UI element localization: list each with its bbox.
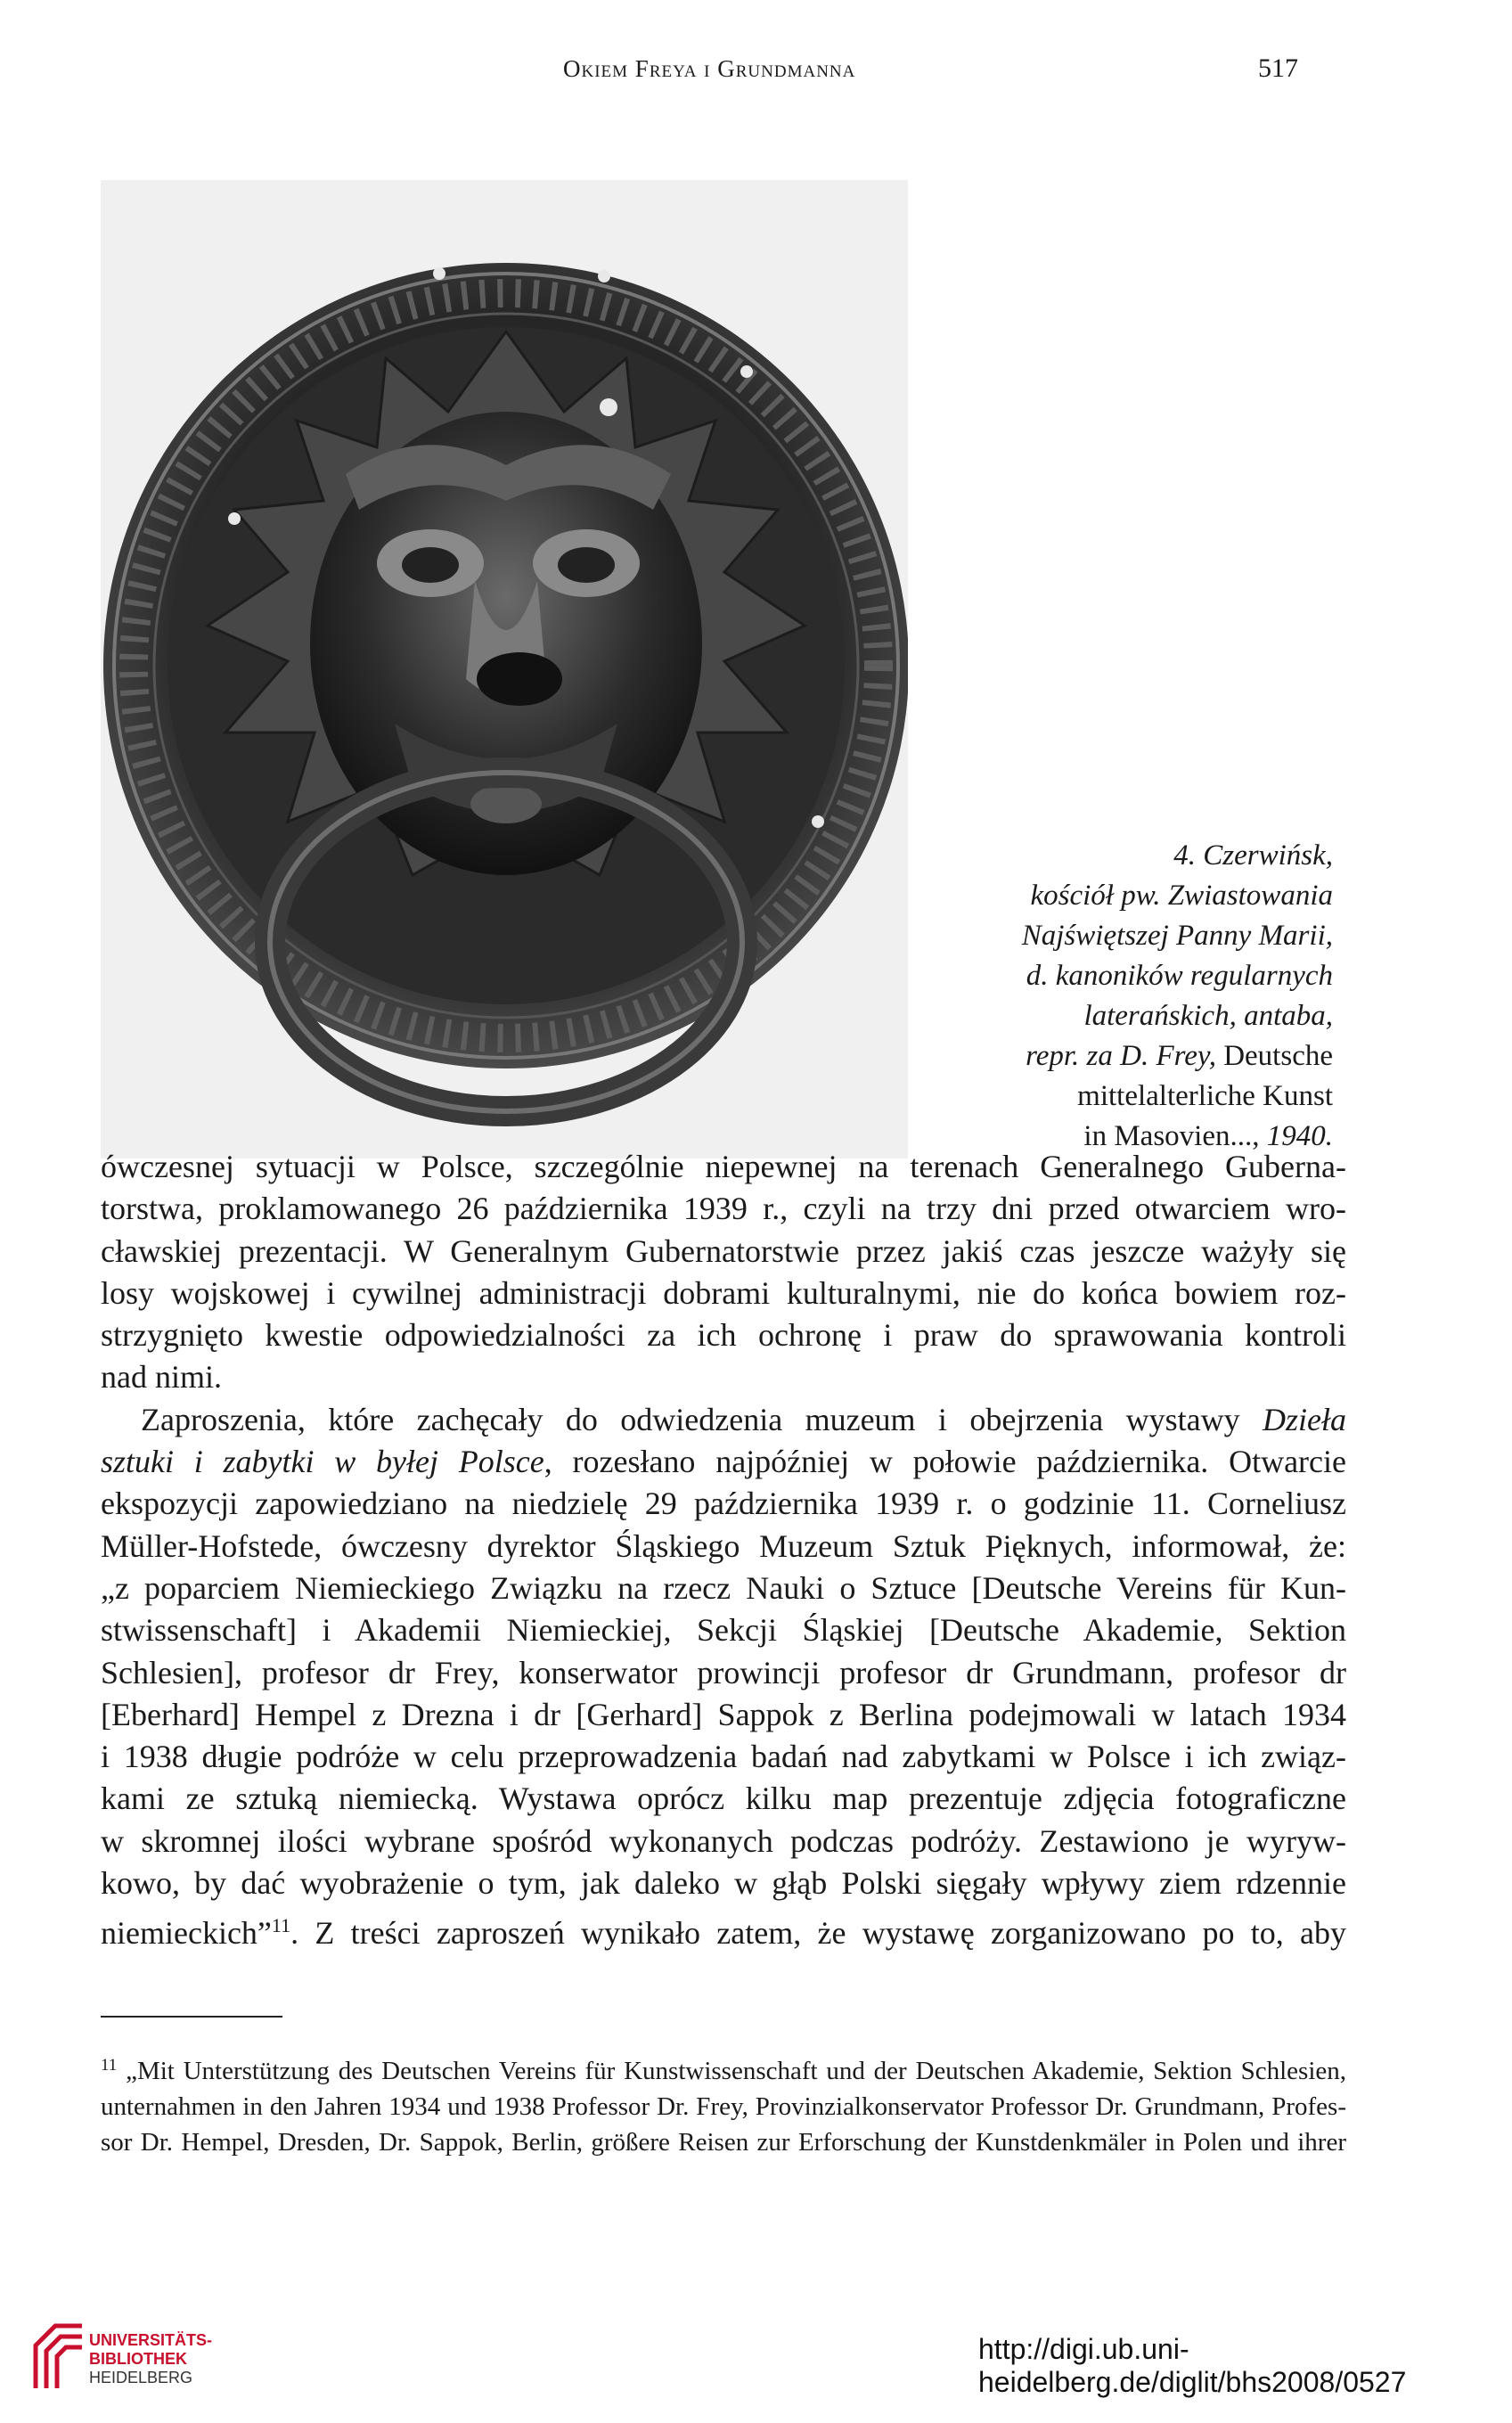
caption-line: d. kanoników regularnych [1026, 960, 1333, 992]
caption-year: 1940. [1266, 1120, 1333, 1152]
paragraph-2 [101, 1399, 1346, 1955]
text-line: strzygnięto kwestie odpowiedzialności za ich ochronę i praw do sprawowania kontroli [101, 1317, 1346, 1354]
caption-line: laterańskich, antaba, [1083, 1000, 1333, 1032]
page-number: 517 [1258, 53, 1298, 83]
text-run: . Z treści zaproszeń wynikało zatem, że wystawę zorganizowano po to, aby [290, 1915, 1346, 1952]
text-line: w skromnej ilości wybrane spośród wykonanych podczas podróży. Zestawiono je wyryw- [101, 1822, 1346, 1859]
text-line: i 1938 długie podróże w celu przeprowadzenia badań nad zabytkami w Polsce i ich związ- [101, 1739, 1346, 1775]
text-line: torstwa, proklamowanego 26 października 1939 r., czyli na trzy dni przed otwarciem wro- [101, 1191, 1346, 1227]
library-logo-icon [29, 2319, 87, 2390]
door-knocker-illustration [101, 180, 908, 1158]
caption-book-title: Deutsche [1223, 1040, 1333, 1072]
footnote-number: 11 [101, 2056, 118, 2075]
exhibition-title-cont: sztuki i zabytki w byłej Polsce [101, 1444, 544, 1480]
footnote-line: sor Dr. Hempel, Dresden, Dr. Sappok, Berlin, größere Reisen zur Erforschung der Kunstdenkmäler in Polen und ihrer [101, 2128, 1346, 2157]
exhibition-title: Dzieła [1263, 1401, 1346, 1437]
source-url-link[interactable]: http://digi.ub.uni-heidelberg.de/diglit/bhs2008/0527 [978, 2333, 1407, 2398]
text-run: niemieckich” [101, 1915, 272, 1952]
text-line [101, 1399, 1346, 1441]
running-header-title: Okiem Freya i Grundmanna [563, 55, 856, 82]
caption-line: mittelalterliche Kunst [1077, 1080, 1333, 1112]
text-line: Müller-Hofstede, ówczesny dyrektor Śląskiego Muzeum Sztuk Pięknych, informował, że: [101, 1527, 1346, 1564]
paragraph-1 [101, 1146, 1346, 1399]
library-name [89, 2331, 212, 2387]
text-line: ekspozycji zapowiedziano na niedzielę 29 października 1939 r. o godzinie 11. Corneliusz [101, 1486, 1346, 1522]
footnote-divider [101, 2016, 282, 2018]
caption-line: kościół pw. Zwiastowania [1030, 880, 1333, 912]
text-line: kami ze sztuką niemiecką. Wystawa oprócz kilku map prezentuje zdjęcia fotograficzne [101, 1780, 1346, 1817]
text-run: Zaproszenia, które zachęcały do odwiedzenia muzeum i obejrzenia wystawy [141, 1401, 1240, 1437]
library-name-line: BIBLIOTHEK [89, 2350, 187, 2368]
text-line: losy wojskowej i cywilnej administracji dobrami kulturalnymi, nie do końca bowiem roz- [101, 1274, 1346, 1311]
text-line: cławskiej prezentacji. W Generalnym Gubernatorstwie przez jakiś czas jeszcze ważyły się [101, 1232, 1346, 1269]
body-text [101, 1146, 1346, 1955]
footnote-11 [101, 2048, 1346, 2160]
library-name-line: UNIVERSITÄTS- [89, 2331, 213, 2349]
caption-book-title-end: in Masovien..., [1083, 1120, 1260, 1152]
caption-line [927, 1036, 1333, 1076]
text-line: Schlesien], profesor dr Frey, konserwator prowincji profesor dr Grundmann, profesor dr [101, 1654, 1346, 1690]
door-knocker-photo [101, 180, 908, 1158]
caption-source: repr. za D. Frey, [1026, 1040, 1216, 1072]
text-line [101, 1441, 1346, 1483]
caption-line: Najświętszej Panny Marii, [1021, 920, 1333, 952]
text-run: , rozesłano najpóźniej w połowie października. Otwarcie [544, 1444, 1346, 1480]
text-line: nad nimi. [101, 1359, 222, 1396]
text-line: kowo, by dać wyobrażenie o tym, jak daleko w głąb Polski sięgały wpływy ziem rdzennie [101, 1865, 1346, 1902]
footnote-reference[interactable]: 11 [271, 1914, 291, 1937]
footnote-line [101, 2048, 1346, 2089]
library-name-line: HEIDELBERG [89, 2369, 193, 2386]
caption-line: 4. Czerwińsk, [1173, 839, 1333, 872]
footnote-text: „Mit Unterstützung des Deutschen Vereins für Kunstwissenschaft und der Deutschen Akademie, Sektion Schlesien, [117, 2057, 1346, 2085]
footnote-line: unternahmen in den Jahren 1934 und 1938 Professor Dr. Frey, Provinzialkonservator Professor Dr. Grundmann, Profes- [101, 2092, 1346, 2121]
text-line: stwissenschaft] i Akademii Niemieckiej, Sekcji Śląskiej [Deutsche Akademie, Sektion [101, 1612, 1346, 1649]
text-line [101, 1904, 1346, 1954]
text-line: „z poparciem Niemieckiego Związku na rzecz Nauki o Sztuce [Deutsche Vereins für Kun- [101, 1569, 1346, 1606]
text-line: ówczesnej sytuacji w Polsce, szczególnie niepewnej na terenach Generalnego Guberna- [101, 1149, 1346, 1184]
text-line: [Eberhard] Hempel z Drezna i dr [Gerhard] Sappok z Berlina podejmowali w latach 1934 [101, 1696, 1346, 1732]
figure-caption [927, 836, 1333, 1157]
